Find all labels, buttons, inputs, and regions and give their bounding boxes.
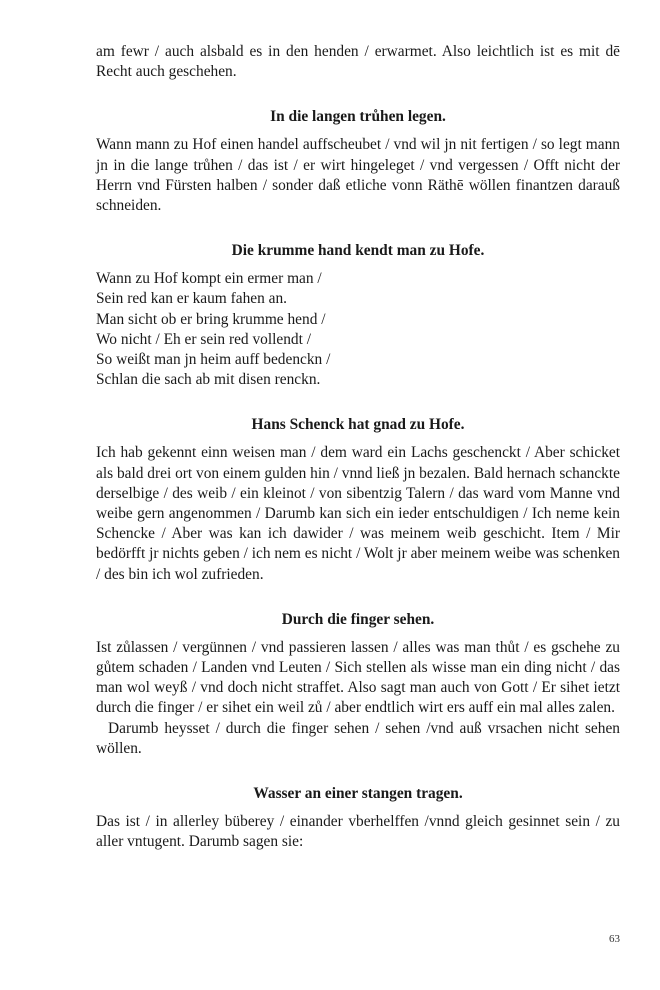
- section-paragraph: Wann mann zu Hof einen handel auffscheubet / vnd wil jn nit fertigen / so legt mann jn in die lange trůhen / das ist / er wirt hingeleget / vnd vergessen / Offt nicht der Herrn vnd Fürsten halben / sonder daß etliche vonn Räthē wöllen finantzen darauß schneiden.: [96, 136, 620, 215]
- section-heading: Durch die finger sehen.: [281, 610, 435, 628]
- opening-paragraph: am fewr / auch alsbald es in den henden / erwarmet. Also leichtlich ist es mit dē Recht auch geschehen.: [96, 43, 620, 81]
- page-number: 63: [609, 933, 620, 945]
- verse-line: So weißt man jn heim auff bedenckn /: [96, 351, 331, 369]
- verse-line: Wann zu Hof kompt ein ermer man /: [96, 270, 322, 288]
- book-page: [96, 40, 620, 852]
- section-paragraph: Darumb heysset / durch die finger sehen / sehen /vnd auß vrsachen nicht sehen wöllen.: [96, 719, 620, 757]
- section-heading: Wasser an einer stangen tragen.: [253, 785, 463, 803]
- verse-line: Schlan die sach ab mit disen renckn.: [96, 371, 321, 389]
- verse: [96, 269, 620, 390]
- verse-line: Wo nicht / Eh er sein red vollendt /: [96, 330, 312, 348]
- section-heading: Die krumme hand kendt man zu Hofe.: [231, 242, 485, 260]
- section-paragraph: Ist zůlassen / vergünnen / vnd passieren lassen / alles was man thůt / es gschehe zu gůtem schaden / Landen vnd Leuten / Sich stellen als wisse man ein ding nicht / das man wol weyß / vnd doch nicht straffet. Also sagt man auch von Gott / Er sihet ietzt durch die finger / er sihet ein weil zů / aber endtlich wirt ers auff ein mal alles zalen.: [96, 638, 620, 717]
- verse-line: Man sicht ob er bring krumme hend /: [96, 310, 326, 328]
- section-paragraph: Ich hab gekennt einn weisen man / dem ward ein Lachs geschenckt / Aber schicket als bald drei ort von einem gulden hin / vnnd ließ jn bezalen. Bald hernach schanckte derselbige / des weib / ein kleinot / von sibentzig Talern / das ward vom Manne vnd weibe gern angenommen / Darumb kan sich ein ieder entschuldigen / Ich neme kein Schencke / Aber was kan ich dawider / was meinem weib geschicht. Item / Mir bedörfft jr nichts geben / ich nem es nicht / Wolt jr aber meinem weibe was schenken / des bin ich wol zufrieden.: [96, 444, 620, 583]
- section-paragraph: Das ist / in allerley büberey / einander vberhelffen /vnnd gleich gesinnet sein / zu aller vntugent. Darumb sagen sie:: [96, 813, 620, 851]
- verse-line: Sein red kan er kaum fahen an.: [96, 290, 288, 308]
- section-heading: Hans Schenck hat gnad zu Hofe.: [251, 416, 465, 434]
- section-heading: In die langen trůhen legen.: [270, 108, 446, 126]
